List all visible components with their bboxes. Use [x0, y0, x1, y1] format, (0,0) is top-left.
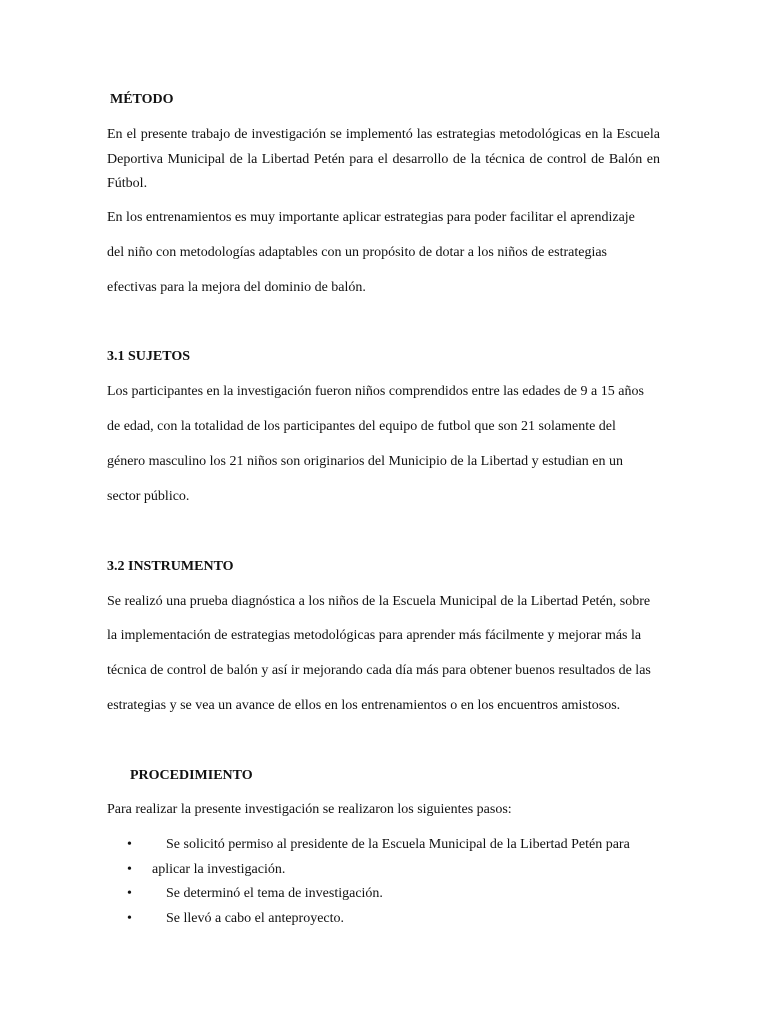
paragraph-line: estrategias y se vea un avance de ellos en los entrenamientos o en los encuentros amistosos. — [107, 698, 621, 713]
paragraph-line: la implementación de estrategias metodológicas para aprender más fácilmente y mejorar más la — [107, 628, 642, 643]
bullet-marker: • — [127, 837, 132, 852]
section-heading-instrumento: 3.2 INSTRUMENTO — [107, 559, 234, 574]
bullet-item: Se llevó a cabo el anteproyecto. — [166, 911, 345, 926]
section-heading-metodo: MÉTODO — [110, 92, 174, 107]
paragraph-line: sector público. — [107, 489, 190, 504]
bullet-marker: • — [127, 911, 132, 926]
paragraph-line: Para realizar la presente investigación se realizaron los siguientes pasos: — [107, 802, 512, 817]
bullet-marker: • — [127, 862, 132, 877]
section-heading-sujetos: 3.1 SUJETOS — [107, 349, 190, 364]
bullet-item: Se determinó el tema de investigación. — [166, 886, 383, 901]
paragraph-line: En los entrenamientos es muy importante aplicar estrategias para poder facilitar el aprendizaje — [107, 210, 635, 225]
paragraph-line: del niño con metodologías adaptables con un propósito de dotar a los niños de estrategias — [107, 245, 607, 260]
section-heading-procedimiento: PROCEDIMIENTO — [130, 768, 253, 783]
paragraph-line: Los participantes en la investigación fueron niños comprendidos entre las edades de 9 a 15 años — [107, 384, 644, 399]
paragraph-line: Se realizó una prueba diagnóstica a los niños de la Escuela Municipal de la Libertad Petén, sobre — [107, 594, 651, 609]
paragraph-line: efectivas para la mejora del dominio de balón. — [107, 280, 366, 295]
paragraph-line: técnica de control de balón y así ir mejorando cada día más para obtener buenos resultados de las — [107, 663, 651, 678]
paragraph-metodo-intro: En el presente trabajo de investigación se implementó las estrategias metodológicas en la Escuela Deportiva Municipal de la Libertad Petén para el desarrollo de la técnica de control de Balón en Fútbol. — [107, 127, 660, 191]
bullet-item: aplicar la investigación. — [152, 862, 286, 877]
paragraph-line: género masculino los 21 niños son originarios del Municipio de la Libertad y estudian en un — [107, 454, 623, 469]
bullet-item: Se solicitó permiso al presidente de la Escuela Municipal de la Libertad Petén para — [166, 837, 630, 852]
bullet-marker: • — [127, 886, 132, 901]
paragraph-line: de edad, con la totalidad de los participantes del equipo de futbol que son 21 solamente del — [107, 419, 616, 434]
